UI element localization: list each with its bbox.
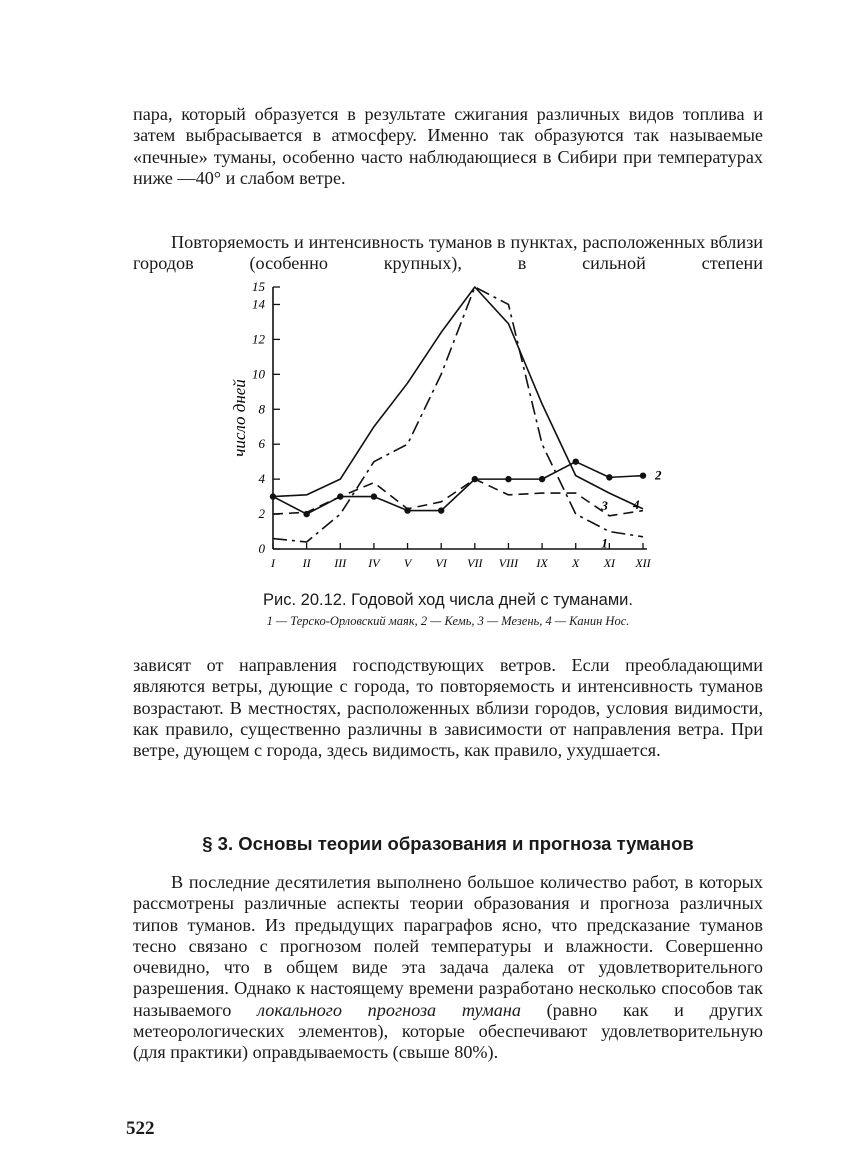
paragraph-4-text-b: (равно как и других метеорологических элементов), которые обеспечивают удовлетворительную (для практики) оправдываемость (свыше 80%). — [133, 999, 764, 1063]
series-line-4 — [273, 287, 643, 509]
figure-legend: 1 — Терско-Орловский маяк, 2 — Кемь, 3 — Мезень, 4 — Канин Нос. — [266, 614, 630, 628]
x-tick-label: VI — [435, 556, 447, 570]
series-point-2 — [573, 458, 579, 464]
series-label-3: 3 — [601, 497, 608, 513]
page-number: 522 — [126, 1118, 155, 1139]
y-tick-label: 2 — [258, 506, 265, 522]
x-tick-label: IV — [368, 556, 380, 570]
x-tick-label: IX — [536, 556, 548, 570]
series-point-2 — [371, 493, 377, 499]
x-tick-label: XI — [603, 556, 616, 570]
x-tick-label: VIII — [498, 556, 519, 570]
y-tick-label: 15 — [252, 279, 265, 294]
series-label-2: 2 — [655, 467, 662, 483]
figure-caption: Рис. 20.12. Годовой ход числа дней с туманами. — [263, 591, 633, 609]
paragraph-4 — [133, 872, 763, 1064]
series-label-4: 4 — [633, 496, 640, 512]
series-point-2 — [640, 472, 646, 478]
y-tick-label: 14 — [252, 296, 265, 312]
y-axis-label: число дней — [230, 379, 249, 457]
x-tick-label: XII — [635, 556, 651, 570]
series-point-2 — [505, 476, 511, 482]
series-label-1: 1 — [601, 535, 608, 551]
x-tick-label: VII — [467, 556, 483, 570]
y-tick-label: 12 — [252, 331, 265, 347]
chart-axes — [230, 279, 652, 570]
y-tick-label: 6 — [258, 436, 265, 452]
y-tick-label: 8 — [258, 401, 265, 417]
paragraph-1: пара, который образуется в результате сжигания различных видов топлива и затем выбрасывается в атмосферу. Именно так образуются так называемые «печные» туманы, особенно часто наблюдающиеся в Сибири при температурах ниже —40° и слабом ветре. — [133, 104, 763, 188]
fog-days-chart — [225, 275, 665, 585]
series-point-2 — [606, 474, 612, 480]
x-tick-label: I — [271, 556, 275, 570]
paragraph-2: Повторяемость и интенсивность туманов в пунктах, расположенных вблизи городов (особенно крупных), в сильной степени — [133, 232, 763, 274]
x-tick-label: V — [403, 556, 412, 570]
paragraph-4-term: локального прогноза тумана — [257, 999, 521, 1020]
series-line-1 — [273, 287, 643, 542]
y-tick-label: 4 — [258, 471, 265, 487]
y-tick-label: 10 — [252, 366, 265, 382]
y-tick-label: 0 — [258, 541, 265, 556]
chart-series — [270, 287, 662, 551]
series-line-2 — [273, 462, 643, 514]
series-point-2 — [539, 476, 545, 482]
x-tick-label: III — [334, 556, 347, 570]
section-heading: § 3. Основы теории образования и прогноза туманов — [202, 833, 694, 854]
x-tick-label: X — [572, 556, 580, 570]
paragraph-4-text-a: В последние десятилетия выполнено большое количество работ, в которых рассмотрены различные аспекты теории образования и прогноза различных типов туманов. Из предыдущих параграфов ясно, что предсказание туманов тесно связано с прогнозом полей температуры и влажности. Совершенно очевидно, что в общем виде эта задача далека от удовлетворительного разрешения. Однако к настоящему времени разработано несколько способов так называемого — [133, 872, 763, 1020]
paragraph-3: зависят от направления господствующих ветров. Если преобладающими являются ветры, дующие с города, то повторяемость и интенсивность туманов возрастают. В местностях, расположенных вблизи городов, условия видимости, как правило, существенно различны в зависимости от направления ветра. При ветре, дующем с города, здесь видимость, как правило, ухудшается. — [133, 655, 763, 761]
series-point-2 — [438, 507, 444, 513]
x-tick-label: II — [302, 556, 311, 570]
